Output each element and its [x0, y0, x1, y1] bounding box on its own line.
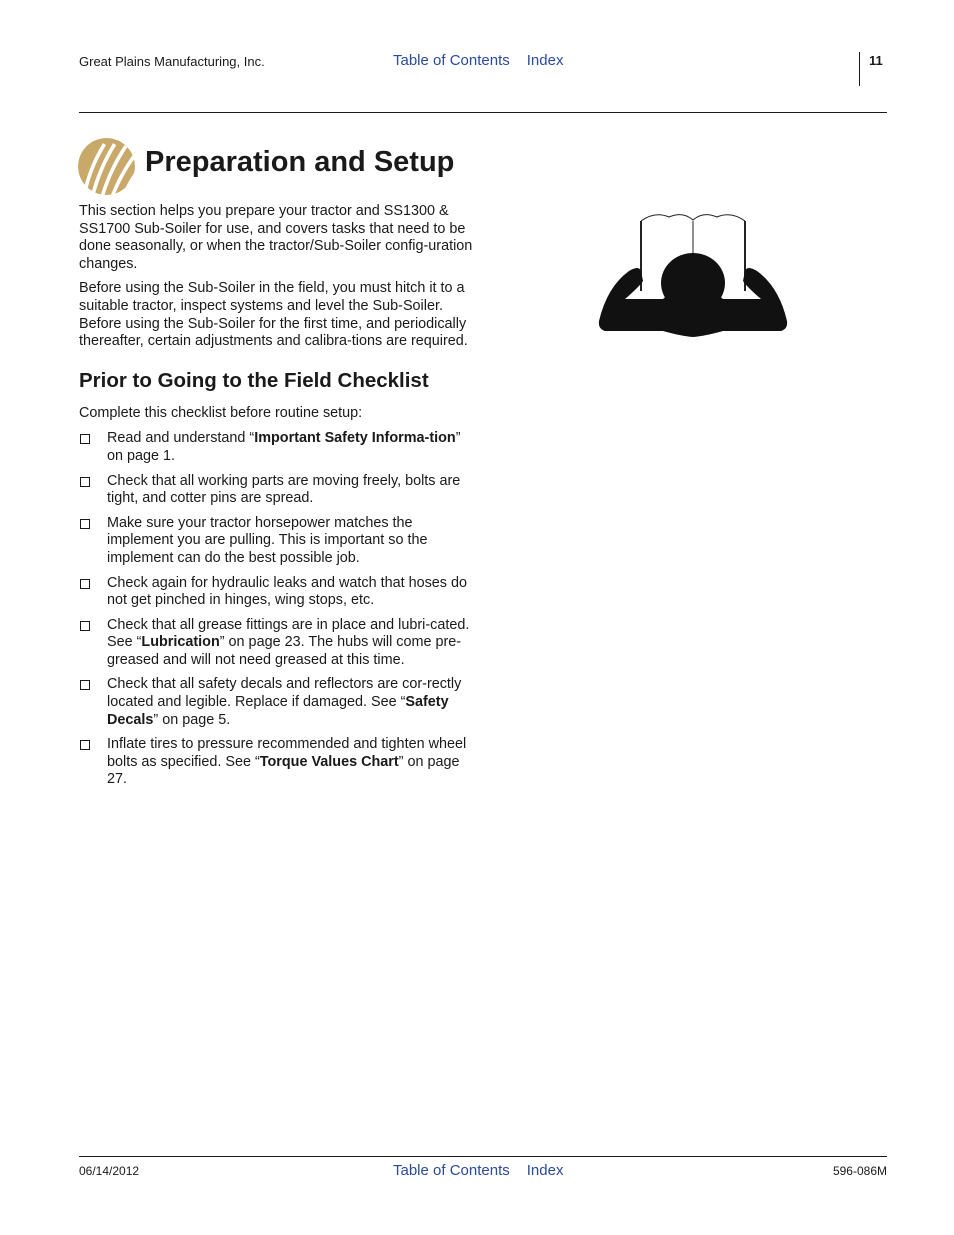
checkbox-icon	[80, 519, 90, 529]
footer-doc-number: 596-086M	[832, 1164, 887, 1178]
checklist-item: Check that all grease fittings are in place and lubri-cated. See “Lubrication” on page 23. The hubs will come pre-greased and will not need greased at this time.	[79, 617, 479, 670]
main-content	[79, 203, 479, 796]
footer-index-link[interactable]: Index	[526, 1162, 564, 1179]
header-nav	[393, 52, 563, 69]
checklist-lead: Complete this checklist before routine setup:	[79, 404, 363, 421]
intro-paragraph-2: Before using the Sub-Soiler in the field, you must hitch it to a suitable tractor, inspect systems and level the Sub-Soiler. Before using the Sub-Soiler for the first time, and periodically thereafter, certain adjustments and calibra-tions are required.	[79, 280, 468, 350]
header-divider	[859, 52, 860, 86]
intro-paragraph-1: This section helps you prepare your tractor and SS1300 & SS1700 Sub-Soiler for use, and covers tasks that need to be done seasonally, or when the tractor/Sub-Soiler config-uration changes.	[79, 203, 473, 272]
checklist-item: Check again for hydraulic leaks and watch that hoses do not get pinched in hinges, wing stops, etc.	[79, 575, 479, 610]
checkbox-icon	[80, 434, 90, 444]
header-rule	[79, 112, 887, 113]
checklist-item: Make sure your tractor horsepower matches the implement you are pulling. This is important so the implement can do the best possible job.	[79, 515, 479, 568]
great-plains-logo-icon	[78, 138, 135, 195]
footer-nav	[393, 1162, 563, 1179]
checklist-item: Check that all working parts are moving freely, bolts are tight, and cotter pins are spread.	[79, 473, 479, 508]
checklist-item: Check that all safety decals and reflectors are cor-rectly located and legible. Replace if damaged. See “Safety Decals” on page 5.	[79, 676, 479, 729]
checkbox-icon	[80, 680, 90, 690]
checkbox-icon	[80, 579, 90, 589]
footer-rule	[79, 1156, 887, 1157]
footer-date: 06/14/2012	[79, 1164, 140, 1178]
section-title: Preparation and Setup	[145, 146, 455, 178]
checklist	[79, 430, 479, 789]
checklist-heading: Prior to Going to the Field Checklist	[79, 368, 429, 392]
company-name: Great Plains Manufacturing, Inc.	[79, 54, 265, 69]
header-toc-link[interactable]: Table of Contents	[393, 52, 510, 69]
header-index-link[interactable]: Index	[526, 52, 564, 69]
checklist-item: Inflate tires to pressure recommended and tighten wheel bolts as specified. See “Torque Values Chart” on page 27.	[79, 736, 479, 789]
read-manual-icon	[595, 203, 791, 343]
footer-toc-link[interactable]: Table of Contents	[393, 1162, 510, 1179]
checkbox-icon	[80, 740, 90, 750]
page-header	[79, 52, 887, 92]
checkbox-icon	[80, 477, 90, 487]
checkbox-icon	[80, 621, 90, 631]
checklist-item: Read and understand “Important Safety Informa-tion” on page 1.	[79, 430, 479, 465]
page-number: 11	[869, 53, 883, 68]
